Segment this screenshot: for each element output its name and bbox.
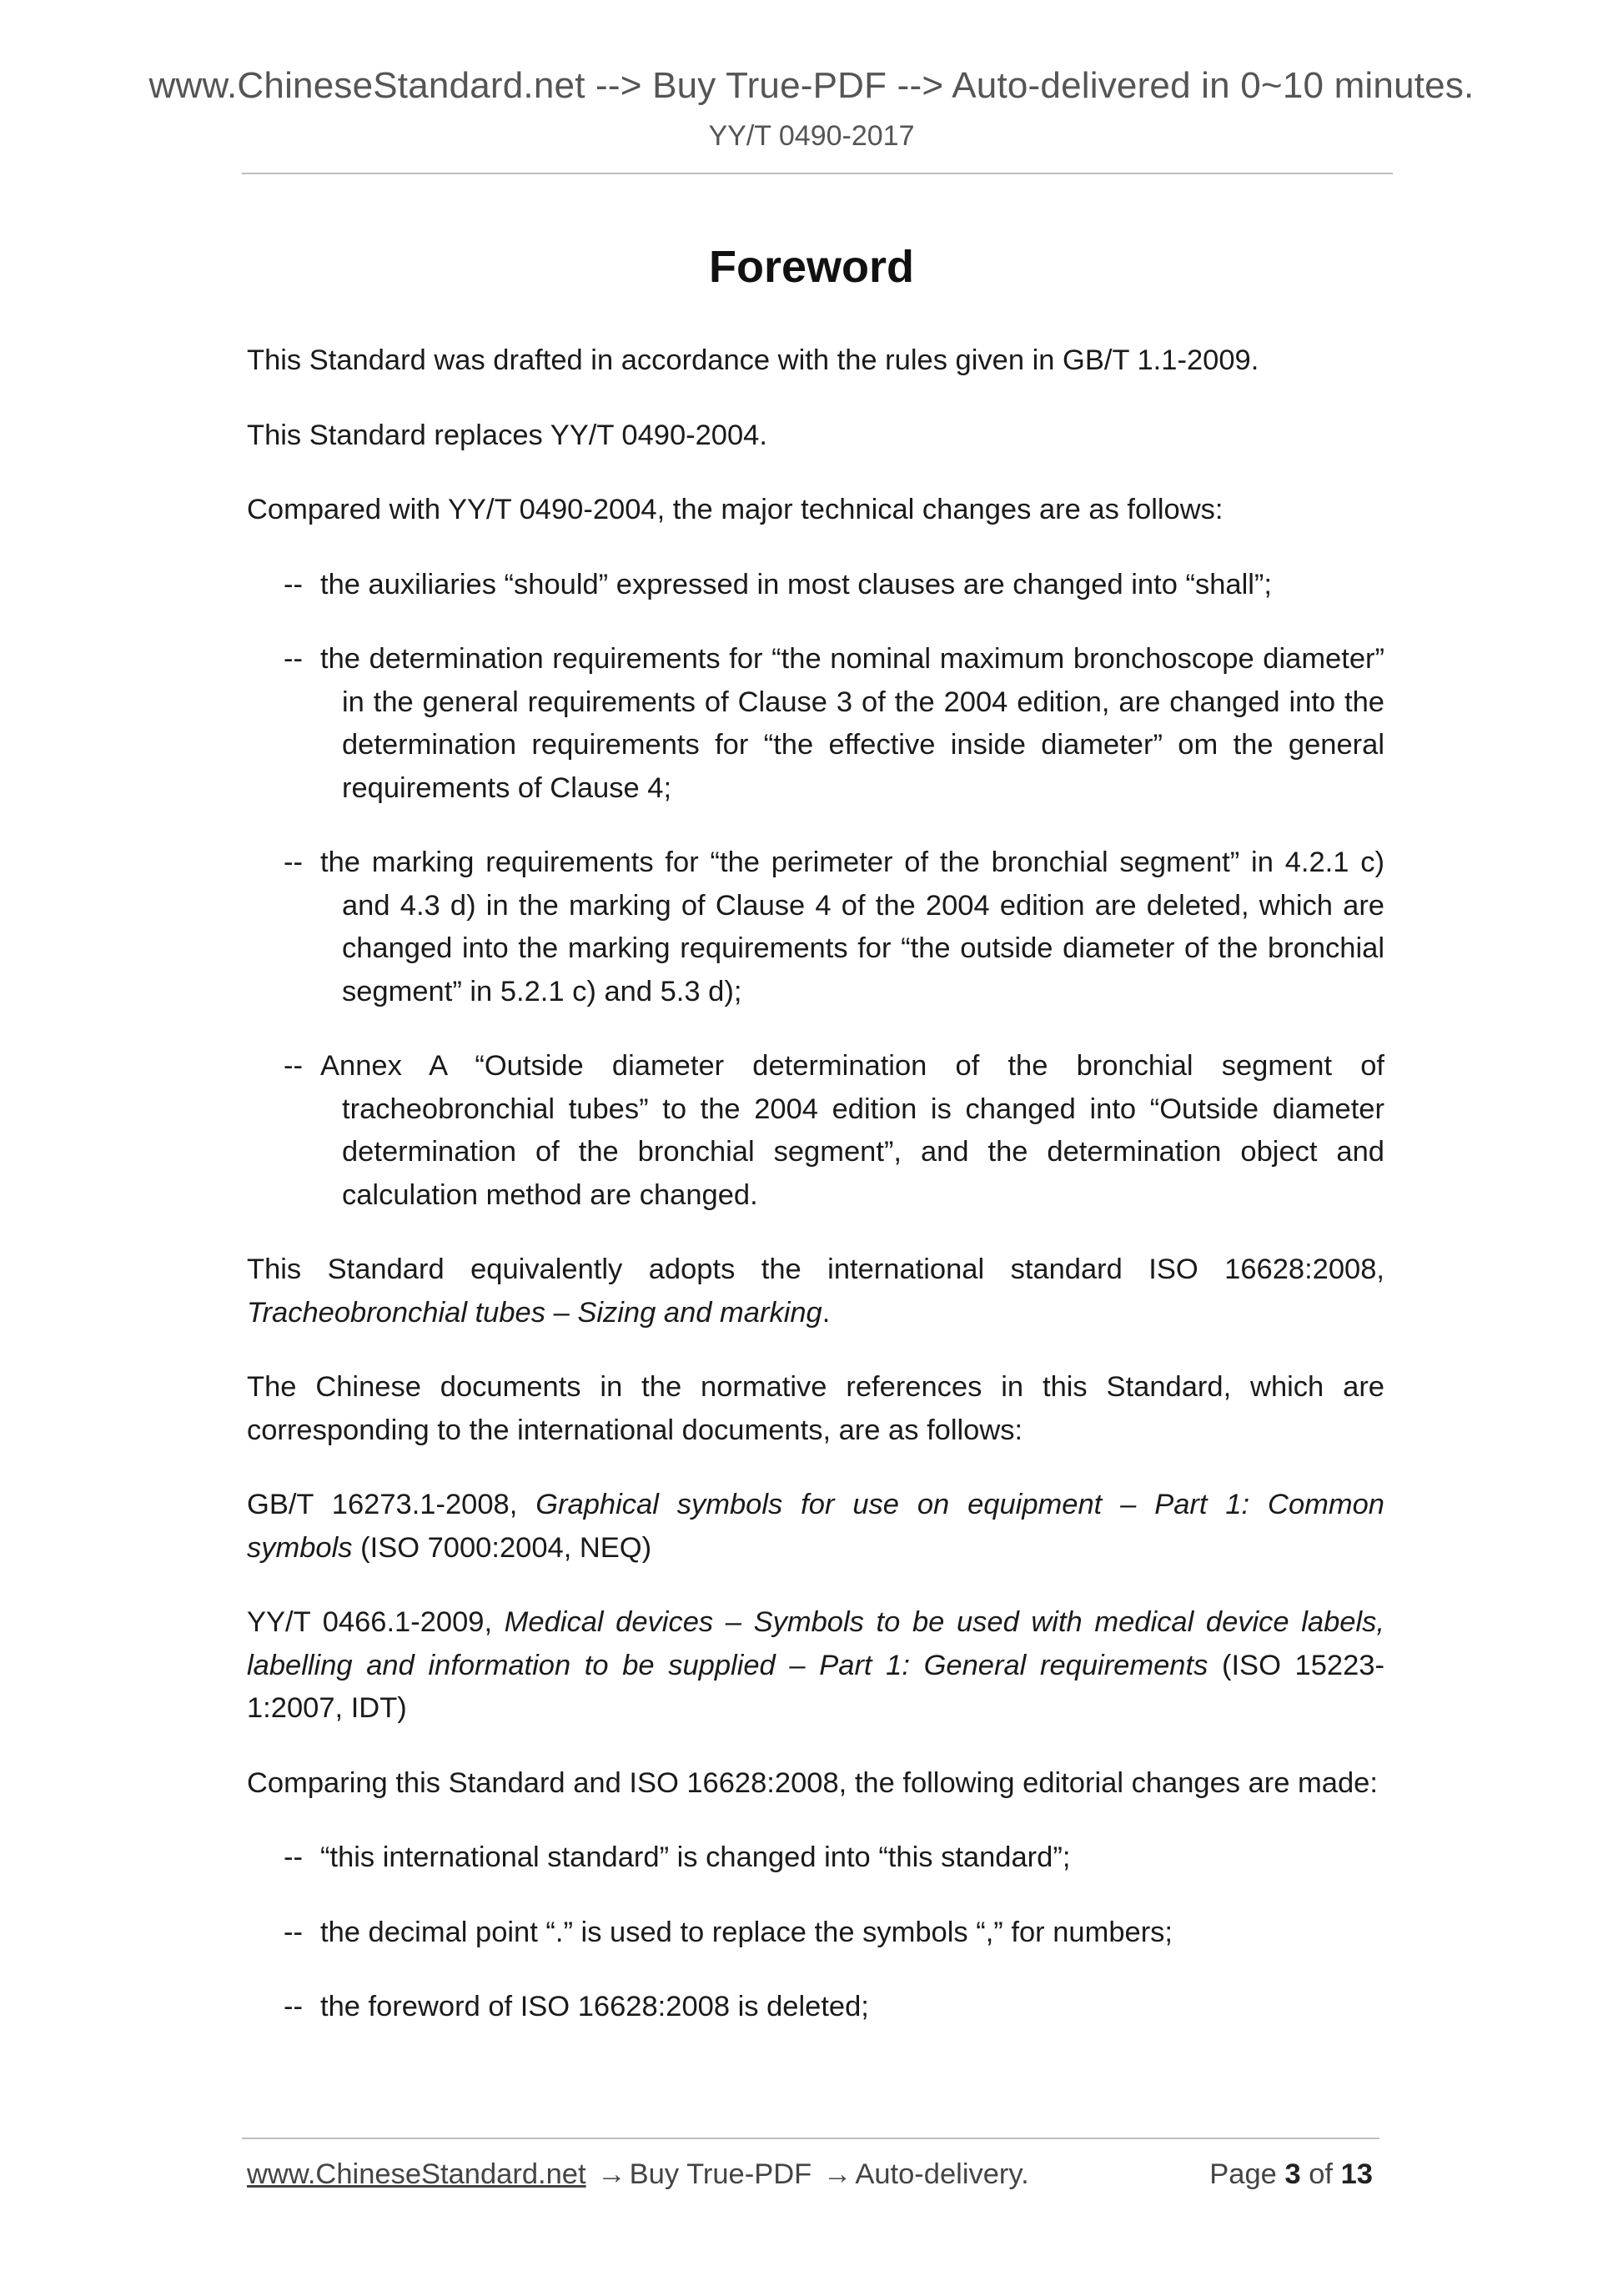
adopted-standard-title: Tracheobronchial tubes – Sizing and marking <box>247 1296 822 1329</box>
dash-bullet: -- <box>284 1050 303 1082</box>
list-item <box>284 564 1384 607</box>
list-item-text: “this international standard” is changed into “this standard”; <box>320 1841 1071 1873</box>
header-banner: www.ChineseStandard.net --> Buy True-PDF --> Auto-delivered in 0~10 minutes. <box>148 65 1475 106</box>
reference-yyt-0466 <box>247 1601 1384 1731</box>
list-item <box>284 842 1384 1013</box>
header-divider <box>242 173 1393 174</box>
list-item <box>284 1912 1384 1955</box>
footer-divider <box>242 2138 1379 2139</box>
paragraph-adoption <box>247 1248 1384 1334</box>
list-item <box>284 1836 1384 1880</box>
page-label: Page <box>1209 2158 1277 2190</box>
page-title: Foreword <box>708 242 914 292</box>
reference-code: YY/T 0466.1-2009, <box>247 1606 505 1638</box>
list-item <box>284 1045 1384 1217</box>
dash-bullet: -- <box>284 643 303 675</box>
buy-pdf-text: Buy True-PDF <box>629 2158 812 2190</box>
page-current: 3 <box>1284 2158 1301 2190</box>
paragraph-replaces: This Standard replaces YY/T 0490-2004. <box>247 419 767 451</box>
dash-bullet: -- <box>284 568 303 600</box>
adoption-text: This Standard equivalently adopts the international standard ISO 16628:2008, <box>247 1254 1384 1285</box>
list-item-text: the decimal point “.” is used to replace the symbols “,” for numbers; <box>320 1916 1173 1948</box>
adoption-period: . <box>822 1296 831 1329</box>
dash-bullet: -- <box>284 1916 303 1948</box>
reference-title: Graphical symbols for use on equipment – Part 1: Common symbols <box>247 1489 1384 1564</box>
arrow-right-icon: → <box>822 2158 852 2190</box>
list-item-text: the marking requirements for “the perimeter of the bronchial segment” in 4.2.1 c) and 4.3 d) in the marking of Clause 4 of the 2004 edition are deleted, which are changed into the marking requirements for “the outside diameter of the bronchial segment” in 5.2.1 c) and 5.3 d); <box>320 847 1384 1007</box>
page-of: of <box>1309 2158 1334 2190</box>
list-item <box>284 1986 1384 2029</box>
page-total: 13 <box>1340 2158 1373 2190</box>
list-item-text: Annex A “Outside diameter determination of the bronchial segment of tracheobronchial tubes” to the 2004 edition is changed into “Outside diameter determination of the bronchial segment”, and the determination object and calculation method are changed. <box>320 1050 1384 1211</box>
paragraph-changes-intro: Compared with YY/T 0490-2004, the major technical changes are as follows: <box>247 494 1224 525</box>
list-item-text: the auxiliaries “should” expressed in most clauses are changed into “shall”; <box>320 568 1272 600</box>
list-item-text: the foreword of ISO 16628:2008 is deleted; <box>320 1991 869 2022</box>
reference-equivalence: (ISO 7000:2004, NEQ) <box>352 1531 652 1564</box>
dash-bullet: -- <box>284 1991 303 2022</box>
reference-code: GB/T 16273.1-2008, <box>247 1489 536 1520</box>
dash-bullet: -- <box>284 847 303 878</box>
site-link[interactable]: www.ChineseStandard.net <box>247 2158 586 2190</box>
page-header <box>0 62 1623 155</box>
auto-delivery-text: Auto-delivery. <box>855 2158 1029 2190</box>
reference-gbt-16273 <box>247 1484 1384 1570</box>
list-item-text: the determination requirements for “the nominal maximum bronchoscope diameter” in the general requirements of Clause 3 of the 2004 edition, are changed into the determination requirements for “the effective inside diameter” om the general requirements of Clause 4; <box>320 643 1384 804</box>
reference-equivalence: (ISO 15223-1:2007, IDT) <box>247 1649 1384 1724</box>
arrow-right-icon: → <box>597 2158 626 2190</box>
footer-promo <box>247 2155 1029 2193</box>
paragraph-drafting: This Standard was drafted in accordance with the rules given in GB/T 1.1-2009. <box>247 344 1259 376</box>
standard-code: YY/T 0490-2017 <box>708 120 915 152</box>
dash-bullet: -- <box>284 1841 303 1873</box>
document-body <box>247 339 1384 2061</box>
reference-title: Medical devices – Symbols to be used with medical device labels, labelling and information to be supplied – Part 1: General requirements <box>247 1606 1384 1681</box>
page-number <box>1209 2155 1373 2193</box>
paragraph-normative-refs: The Chinese documents in the normative references in this Standard, which are corresponding to the international documents, are as follows: <box>247 1371 1384 1446</box>
paragraph-editorial-intro: Comparing this Standard and ISO 16628:2008, the following editorial changes are made: <box>247 1766 1378 1799</box>
list-item <box>284 638 1384 810</box>
